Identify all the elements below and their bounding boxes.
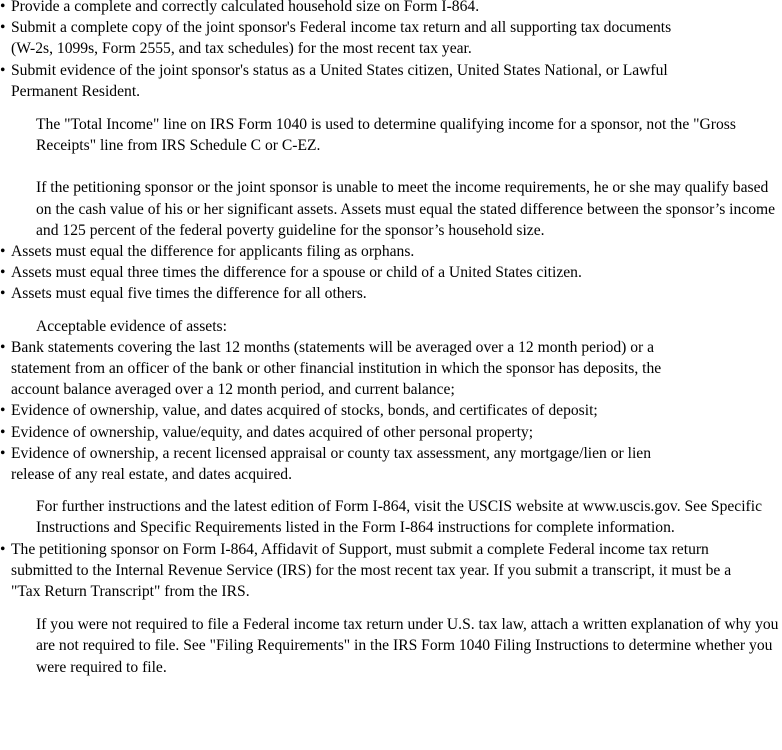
list-item: • Evidence of ownership, a recent licensed appraisal or county tax assessment, any mortgage/lien or lien release of any real estate, and dates acquired.	[0, 444, 651, 484]
list-item: • Bank statements covering the last 12 months (statements will be averaged over a 12 month period) or a statement from an officer of the bank or other financial institution in which the sponsor has deposits, the account balance averaged over a 12 month period, and current balance;	[0, 338, 662, 399]
asset-evidence-list	[0, 337, 690, 485]
further-instructions-paragraph: For further instructions and the latest edition of Form I-864, visit the USCIS website at www.uscis.gov. See Specific Instructions and Specific Requirements listed in the Form I-864 instructions for complete information.	[36, 498, 763, 537]
bullet-icon: •	[0, 61, 6, 79]
acceptable-evidence-heading: Acceptable evidence of assets:	[36, 317, 227, 335]
bullet-icon: •	[0, 338, 6, 356]
asset-requirements-list	[0, 241, 690, 305]
list-item: • Assets must equal five times the difference for all others.	[0, 283, 690, 304]
bullet-icon: •	[0, 285, 6, 303]
assets-intro-paragraph: If the petitioning sponsor or the joint sponsor is unable to meet the income requirements, he or she may qualify based on the cash value of his or her significant assets. Assets must equal the stated difference between the sponsor’s income and 125 percent of the federal poverty guideline for the sponsor’s household size.	[36, 179, 776, 239]
list-item: • Evidence of ownership, value, and dates acquired of stocks, bonds, and certificates of deposit;	[0, 400, 690, 421]
bullet-icon: •	[0, 264, 6, 282]
bullet-icon: •	[0, 423, 6, 441]
bullet-icon: •	[0, 0, 6, 15]
bullet-icon: •	[0, 19, 6, 37]
tax-return-requirement-list	[0, 539, 757, 603]
list-item: • Provide a complete and correctly calculated household size on Form I-864.	[0, 0, 690, 17]
list-item: • Submit a complete copy of the joint sponsor's Federal income tax return and all supporting tax documents (W-2s, 1099s, Form 2555, and tax schedules) for the most recent tax year.	[0, 19, 672, 58]
list-item: • Submit evidence of the joint sponsor's status as a United States citizen, United States National, or Lawful Permanent Resident.	[0, 61, 668, 100]
bullet-icon: •	[0, 402, 6, 420]
bullet-icon: •	[0, 540, 6, 558]
list-item: • The petitioning sponsor on Form I-864, Affidavit of Support, must submit a complete Federal income tax return submitted to the Internal Revenue Service (IRS) for the most recent tax year. If you submit a transcript, it must be a "Tax Return Transcript" from the IRS.	[0, 540, 732, 601]
not-required-paragraph: If you were not required to file a Federal income tax return under U.S. tax law, attach a written explanation of why you are not required to file. See "Filing Requirements" in the IRS Form 1040 Filing Instructions to determine whether you were required to file.	[36, 616, 779, 676]
bullet-icon: •	[0, 243, 6, 261]
bullet-icon: •	[0, 444, 6, 462]
list-item: • Evidence of ownership, value/equity, and dates acquired of other personal property;	[0, 422, 690, 443]
list-item: • Assets must equal three times the difference for a spouse or child of a United States citizen.	[0, 262, 690, 283]
list-item: • Assets must equal the difference for applicants filing as orphans.	[0, 241, 690, 262]
total-income-paragraph: The "Total Income" line on IRS Form 1040 is used to determine qualifying income for a sponsor, not the "Gross Receipts" line from IRS Schedule C or C-EZ.	[36, 116, 736, 155]
joint-sponsor-requirements-list	[0, 0, 690, 102]
